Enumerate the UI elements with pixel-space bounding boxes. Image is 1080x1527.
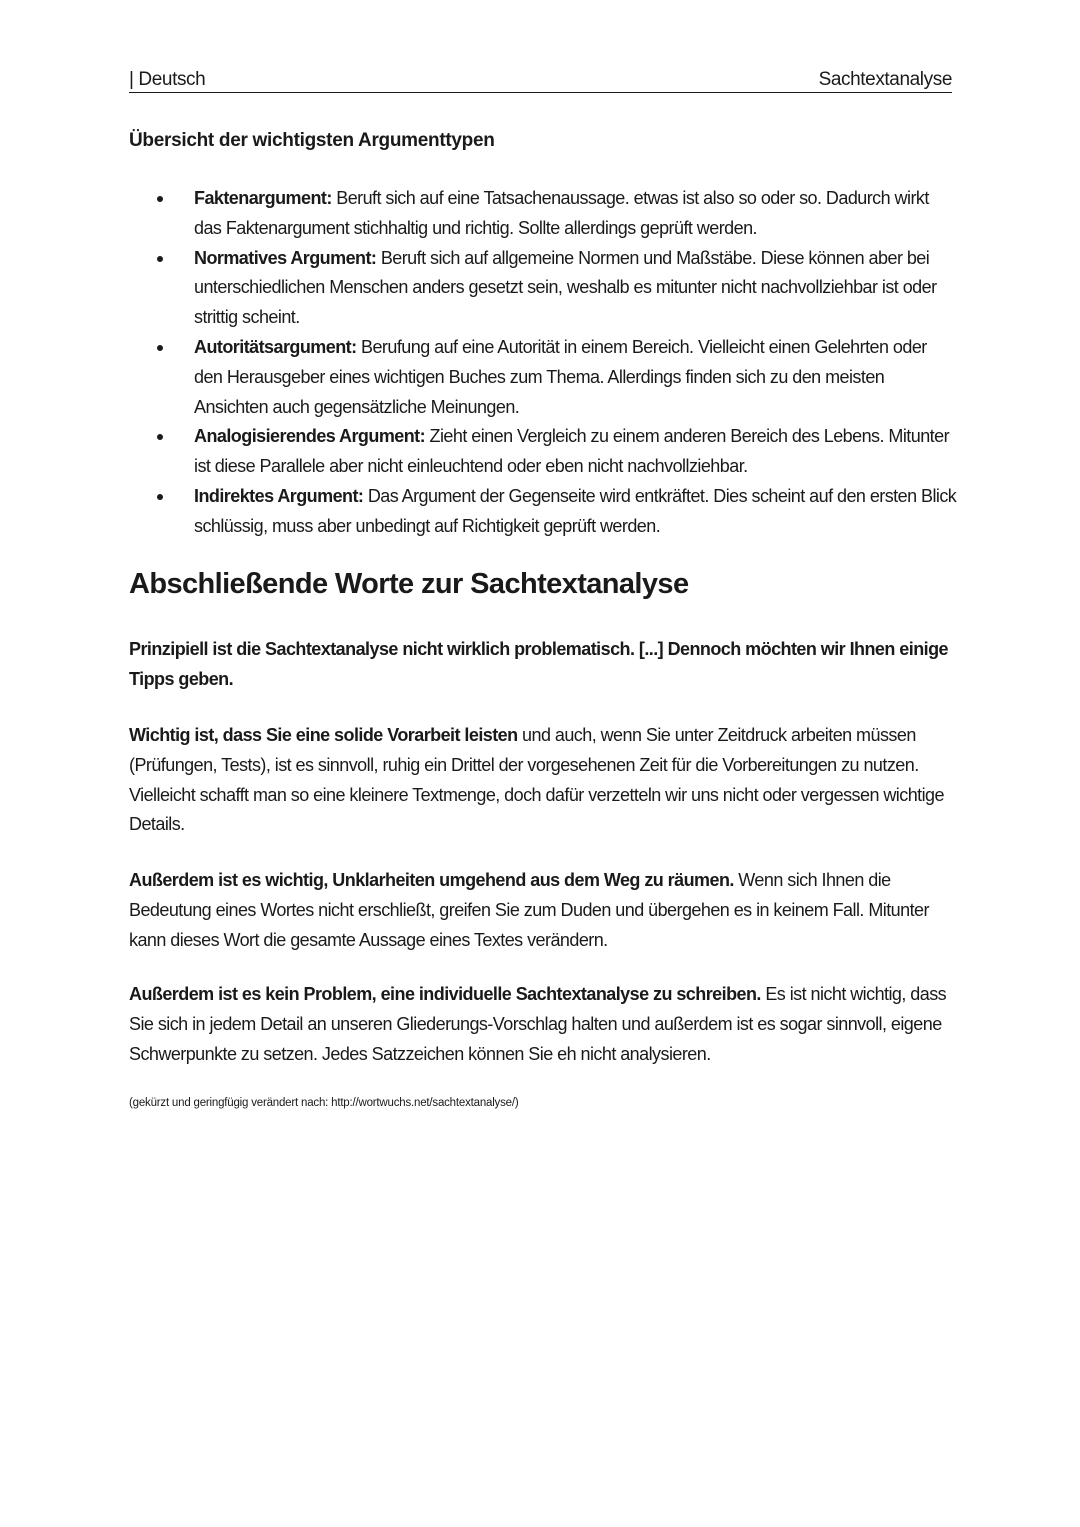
bullet-icon bbox=[157, 434, 163, 440]
bullet-icon bbox=[157, 494, 163, 500]
argument-types-list bbox=[129, 184, 959, 542]
argument-term: Analogisierendes Argument: bbox=[194, 426, 426, 447]
argument-description: Das Argument der Gegenseite wird entkräftet. Dies scheint auf den ersten Blick schlüssig, muss aber unbedingt auf Richtigkeit geprüft werden. bbox=[194, 485, 957, 536]
argument-term: Normatives Argument: bbox=[194, 247, 377, 268]
argument-term: Indirektes Argument: bbox=[194, 485, 364, 506]
bullet-icon bbox=[157, 256, 163, 262]
header-topic: Sachtextanalyse bbox=[818, 69, 952, 90]
header-subject: | Deutsch bbox=[129, 69, 206, 90]
source-note: (gekürzt und geringfügig verändert nach: http://wortwuchs.net/sachtextanalyse/) bbox=[129, 1097, 519, 1109]
tip-text: und auch, wenn Sie unter Zeitdruck arbeiten müssen (Prüfungen, Tests), ist es sinnvoll, ruhig ein Drittel der vorgesehenen Zeit für die Vorbereitungen zu nutzen. Vielleicht schafft man so eine kleinere Textmenge, doch dafür verzetteln wir uns nicht oder vergessen wichtige Details. bbox=[129, 725, 944, 835]
list-item bbox=[129, 244, 959, 333]
list-item bbox=[129, 422, 959, 482]
bullet-icon bbox=[157, 345, 163, 351]
argument-term: Autoritätsargument: bbox=[194, 336, 357, 357]
tip-paragraph-individual bbox=[129, 980, 959, 1069]
bullet-icon bbox=[157, 196, 163, 202]
argument-types-heading: Übersicht der wichtigsten Argumenttypen bbox=[129, 130, 495, 151]
tip-lead: Außerdem ist es kein Problem, eine individuelle Sachtextanalyse zu schreiben. bbox=[129, 984, 761, 1004]
list-item bbox=[129, 482, 959, 542]
tip-lead: Wichtig ist, dass Sie eine solide Vorarbeit leisten bbox=[129, 725, 518, 745]
tip-text: Wenn sich Ihnen die Bedeutung eines Wortes nicht erschließt, greifen Sie zum Duden und übergehen es in keinem Fall. Mitunter kann dieses Wort die gesamte Aussage eines Textes verändern. bbox=[129, 870, 929, 950]
argument-term: Faktenargument: bbox=[194, 188, 332, 208]
tip-paragraph-preparation bbox=[129, 721, 959, 840]
tip-lead: Außerdem ist es wichtig, Unklarheiten umgehend aus dem Weg zu räumen. bbox=[129, 870, 734, 890]
page-header bbox=[129, 66, 952, 93]
argument-description: Beruft sich auf allgemeine Normen und Maßstäbe. Diese können aber bei unterschiedlichen Menschen anders gesetzt sein, weshalb es mitunter nicht nachvollziehbar ist oder strittig scheint. bbox=[194, 247, 937, 328]
tip-paragraph-clarity bbox=[129, 866, 959, 955]
intro-paragraph: Prinzipiell ist die Sachtextanalyse nicht wirklich problematisch. [...] Dennoch möchten wir Ihnen einige Tipps geben. bbox=[129, 639, 948, 689]
list-item bbox=[129, 333, 959, 422]
argument-description: Berufung auf eine Autorität in einem Bereich. Vielleicht einen Gelehrten oder den Herausgeber eines wichtigen Buches zum Thema. Allerdings finden sich zu den meisten Ansichten auch gegensätzliche Meinungen. bbox=[194, 336, 927, 417]
argument-description: Beruft sich auf eine Tatsachenaussage. etwas ist also so oder so. Dadurch wirkt das Faktenargument stichhaltig und richtig. Sollte allerdings geprüft werden. bbox=[194, 188, 929, 238]
list-item bbox=[129, 184, 959, 244]
section-title: Abschließende Worte zur Sachtextanalyse bbox=[129, 568, 689, 600]
tip-text: Es ist nicht wichtig, dass Sie sich in jedem Detail an unseren Gliederungs-Vorschlag halten und außerdem ist es sogar sinnvoll, eigene Schwerpunkte zu setzen. Jedes Satzzeichen können Sie eh nicht analysieren. bbox=[129, 984, 947, 1064]
argument-description: Zieht einen Vergleich zu einem anderen Bereich des Lebens. Mitunter ist diese Parallele aber nicht einleuchtend oder eben nicht nachvollziehbar. bbox=[194, 426, 950, 477]
